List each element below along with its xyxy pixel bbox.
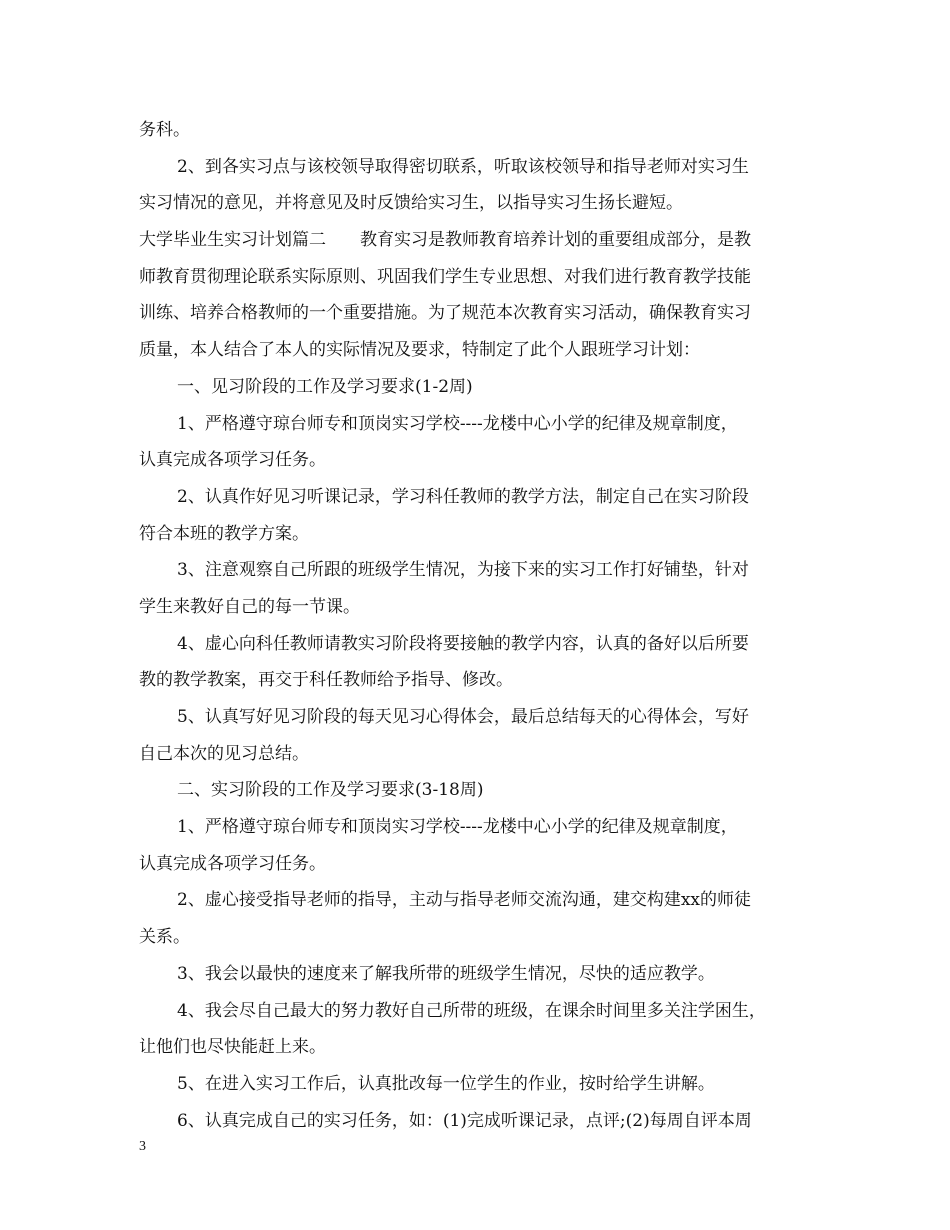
- text-line: 5、认真写好见习阶段的每天见习心得体会，最后总结每天的心得体会，写好: [177, 707, 749, 727]
- text-line: 3、我会以最快的速度来了解我所带的班级学生情况，尽快的适应教学。: [177, 963, 715, 984]
- text-line: 4、虚心向科任教师请教实习阶段将要接触的教学内容，认真的备好以后所要: [177, 633, 749, 654]
- text-line: 认真完成各项学习任务。: [139, 853, 326, 874]
- text-line: 3、注意观察自己所跟的班级学生情况，为接下来的实习工作打好铺垫，针对: [177, 560, 749, 581]
- text-line: 4、我会尽自己最大的努力教好自己所带的班级，在课余时间里多关注学困生，: [177, 1000, 766, 1021]
- text-line: 教的教学教案，再交于科任教师给予指导、修改。: [139, 670, 513, 691]
- text-line: 学生来教好自己的每一节课。: [139, 596, 360, 617]
- text-line: 质量，本人结合了本人的实际情况及要求，特制定了此个人跟班学习计划：: [139, 340, 700, 361]
- text-line: 让他们也尽快能赶上来。: [139, 1037, 326, 1058]
- text-line: 2、到各实习点与该校领导取得密切联系，听取该校领导和指导老师对实习生: [177, 156, 749, 177]
- text-line: 实习情况的意见，并将意见及时反馈给实习生，以指导实习生扬长避短。: [139, 193, 683, 214]
- text-line: 自己本次的见习总结。: [139, 743, 309, 764]
- text-line: 训练、培养合格教师的一个重要措施。为了规范本次教育实习活动，确保教育实习: [139, 303, 751, 324]
- text-line: 大学毕业生实习计划篇二 教育实习是教师教育培养计划的重要组成部分，是教: [139, 230, 751, 251]
- text-line: 6、认真完成自己的实习任务，如：(1)完成听课记录，点评;(2)每周自评本周: [177, 1110, 752, 1131]
- text-line: 师教育贯彻理论联系实际原则、巩固我们学生专业思想、对我们进行教育教学技能: [139, 266, 751, 287]
- text-line: 关系。: [139, 927, 190, 948]
- text-line: 务科。: [139, 120, 190, 140]
- text-line: 认真完成各项学习任务。: [139, 450, 326, 471]
- text-line: 一、见习阶段的工作及学习要求(1-2周): [177, 376, 473, 397]
- text-line: 5、在进入实习工作后，认真批改每一位学生的作业，按时给学生讲解。: [177, 1073, 715, 1094]
- text-line: 1、严格遵守琼台师专和顶岗实习学校----龙楼中心小学的纪律及规章制度，: [177, 817, 738, 838]
- text-line: 二、实习阶段的工作及学习要求(3-18周): [177, 780, 484, 801]
- text-line: 符合本班的教学方案。: [139, 523, 309, 544]
- page-number: 3: [139, 1139, 146, 1154]
- text-line: 2、认真作好见习听课记录，学习科任教师的教学方法，制定自己在实习阶段: [177, 486, 749, 507]
- text-line: 1、严格遵守琼台师专和顶岗实习学校----龙楼中心小学的纪律及规章制度，: [177, 413, 738, 434]
- text-line: 2、虚心接受指导老师的指导，主动与指导老师交流沟通，建交构建xx的师徒: [177, 890, 751, 911]
- document-body: [139, 112, 811, 1139]
